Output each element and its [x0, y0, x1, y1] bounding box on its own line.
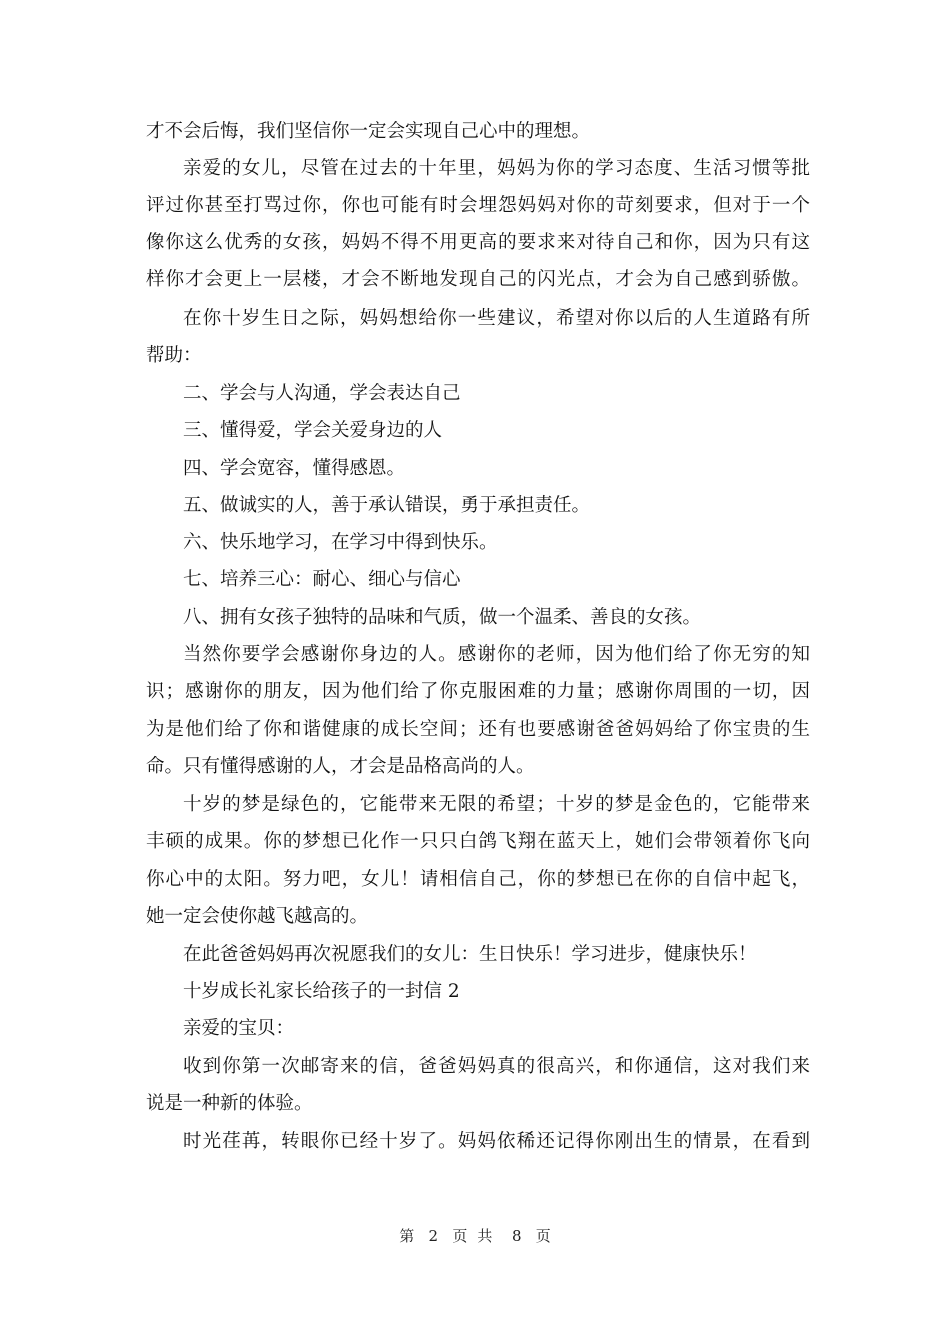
text-line: 为是他们给了你和谐健康的成长空间；还有也要感谢爸爸妈妈给了你宝贵的生: [146, 719, 810, 740]
footer-middle: 页共: [452, 1227, 503, 1245]
text-line: 命。只有懂得感谢的人，才会是品格高尚的人。: [146, 756, 535, 777]
text-line: 在你十岁生日之际，妈妈想给你一些建议，希望对你以后的人生道路有所: [183, 308, 810, 329]
list-item: 六、快乐地学习，在学习中得到快乐。: [183, 532, 498, 553]
text-line: 样你才会更上一层楼，才会不断地发现自己的闪光点，才会为自己感到骄傲。: [146, 269, 810, 290]
text-line: 丰硕的成果。你的梦想已化作一只只白鸽飞翔在蓝天上，她们会带领着你飞向: [146, 831, 810, 852]
footer-suffix: 页: [535, 1227, 551, 1245]
text-line: 评过你甚至打骂过你，你也可能有时会埋怨妈妈对你的苛刻要求，但对于一个: [146, 195, 810, 216]
page-footer: [0, 1226, 950, 1246]
list-item: 二、学会与人沟通，学会表达自己: [183, 383, 461, 404]
text-line: 收到你第一次邮寄来的信，爸爸妈妈真的很高兴，和你通信，这对我们来: [183, 1056, 810, 1077]
text-line: 帮助：: [146, 345, 202, 366]
text-line: 当然你要学会感谢你身边的人。感谢你的老师，因为他们给了你无穷的知: [183, 644, 810, 665]
text-line: 你心中的太阳。努力吧，女儿！请相信自己，你的梦想已在你的自信中起飞，: [146, 869, 810, 890]
text-line: 才不会后悔，我们坚信你一定会实现自己心中的理想。: [146, 121, 591, 142]
list-item: 七、培养三心：耐心、细心与信心: [183, 569, 461, 590]
text-line: 像你这么优秀的女孩，妈妈不得不用更高的要求来对待自己和你，因为只有这: [146, 232, 810, 253]
list-item: 四、学会宽容，懂得感恩。: [183, 458, 406, 479]
salutation: 亲爱的宝贝：: [183, 1018, 295, 1039]
current-page-number: 2: [428, 1227, 439, 1245]
text-line: 亲爱的女儿，尽管在过去的十年里，妈妈为你的学习态度、生活习惯等批: [183, 158, 810, 179]
footer-prefix: 第: [399, 1227, 415, 1245]
total-pages-number: 8: [511, 1227, 522, 1245]
text-line: 十岁的梦是绿色的，它能带来无限的希望；十岁的梦是金色的，它能带来: [183, 794, 810, 815]
list-item: 八、拥有女孩子独特的品味和气质，做一个温柔、善良的女孩。: [183, 607, 702, 628]
text-line: 她一定会使你越飞越高的。: [146, 906, 369, 927]
text-line: 在此爸爸妈妈再次祝愿我们的女儿：生日快乐！学习进步，健康快乐！: [183, 944, 757, 965]
list-item: 三、懂得爱，学会关爱身边的人: [183, 420, 443, 441]
list-item: 五、做诚实的人，善于承认错误，勇于承担责任。: [183, 495, 591, 516]
text-line: 说是一种新的体验。: [146, 1093, 313, 1114]
text-line: 时光荏苒，转眼你已经十岁了。妈妈依稀还记得你刚出生的情景，在看到: [183, 1131, 810, 1152]
letter-title: 十岁成长礼家长给孩子的一封信 2: [183, 981, 460, 1002]
text-line: 识；感谢你的朋友，因为他们给了你克服困难的力量；感谢你周围的一切，因: [146, 681, 810, 702]
